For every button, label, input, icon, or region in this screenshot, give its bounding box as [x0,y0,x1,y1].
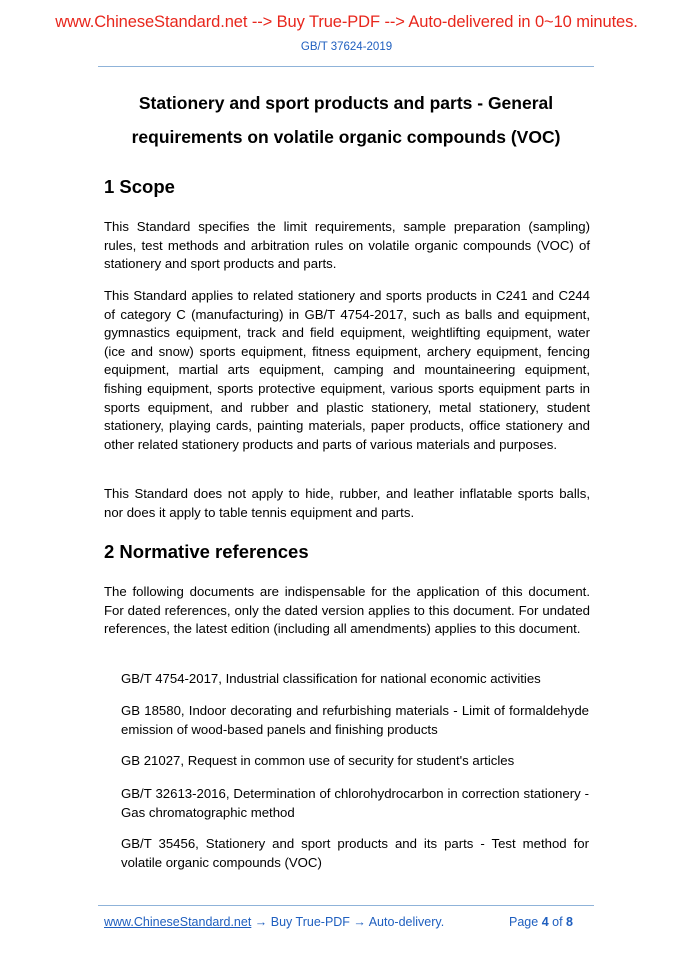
reference-item: GB/T 4754-2017, Industrial classification for national economic activities [121,671,541,686]
reference-item: GB/T 35456, Stationery and sport products and its parts - Test method for volatile organic compounds (VOC) [121,836,589,870]
top-banner[interactable]: www.ChineseStandard.net --> Buy True-PDF --> Auto-delivered in 0~10 minutes. [55,13,638,31]
page-current: 4 [541,915,549,929]
references-intro: The following documents are indispensable for the application of this document. For dated references, only the dated version applies to this document. For undated references, the latest edition (including all amendments) applies to this document. [104,584,590,637]
reference-item: GB 21027, Request in common use of security for student's articles [121,753,515,768]
header-divider [98,66,594,67]
section-heading-normative-references: 2 Normative references [104,541,309,562]
footer-purchase-text: → Buy True-PDF → Auto-delivery. [251,915,445,929]
section-heading-scope: 1 Scope [104,176,175,197]
reference-item: GB 18580, Indoor decorating and refurbishing materials - Limit of formaldehyde emission of wood-based panels and finishing products [121,703,589,737]
page-of: of [552,915,563,929]
document-number: GB/T 37624-2019 [300,41,393,53]
title-line-1: Stationery and sport products and parts - General [138,93,554,113]
footer-purchase-line [104,915,444,929]
page-total: 8 [566,915,573,929]
page-label: Page [509,915,539,929]
document-title [98,86,594,154]
scope-paragraph-2: This Standard applies to related stationery and sports products in C241 and C244 of category C (manufacturing) in GB/T 4754-2017, such as balls and equipment, gymnastics equipment, track and field equipment, weightlifting equipment, water (ice and snow) sports equipment, fitness equipment, archery equipment, fencing equipment, martial arts equipment, camping and mountaineering equipment, fishing equipment, sports protective equipment, various sports equipment parts in sports equipment, and rubber and plastic stationery, metal stationery, student stationery, playing cards, painting materials, paper products, office stationery and other related stationery products and parts of various materials and purposes. [104,288,590,452]
footer-divider [98,905,594,906]
title-line-2: requirements on volatile organic compounds (VOC) [131,127,561,147]
scope-paragraph-3: This Standard does not apply to hide, rubber, and leather inflatable sports balls, nor does it apply to table tennis equipment and parts. [104,486,590,520]
reference-item: GB/T 32613-2016, Determination of chlorohydrocarbon in correction stationery - Gas chromatographic method [121,786,589,820]
page-indicator [509,915,573,929]
footer-site-link[interactable]: www.ChineseStandard.net [104,915,252,929]
scope-paragraph-1: This Standard specifies the limit requirements, sample preparation (sampling) rules, test methods and arbitration rules on volatile organic compounds (VOC) of stationery and sport products and parts. [104,219,590,272]
